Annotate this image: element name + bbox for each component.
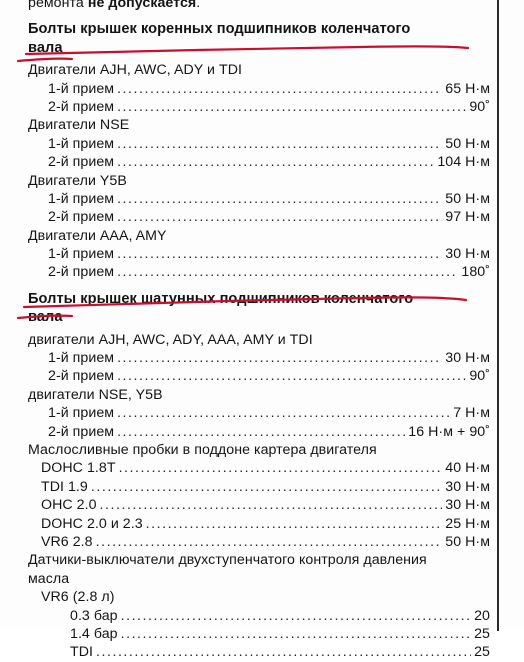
- drain-plug-group: [28, 441, 490, 551]
- group-title: двигатели NSE, Y5B: [28, 386, 163, 403]
- spec-label: 1-й прием: [48, 135, 115, 152]
- spec-value: 30 Н·м: [445, 246, 490, 263]
- spec-label: 2-й прием: [48, 264, 115, 281]
- leader-dots: [117, 404, 450, 422]
- leader-dots: [119, 459, 443, 477]
- spec-value: 30 Н·м: [445, 478, 490, 495]
- spec-label: 1.4 бар: [70, 625, 118, 642]
- spec-label: DOHC 2.0 и 2.3: [41, 515, 143, 532]
- spec-value: 90˚: [469, 98, 490, 115]
- top-fragment-suffix: .: [196, 0, 201, 11]
- spec-row: [28, 423, 490, 441]
- leader-dots: [96, 643, 471, 661]
- group-title: Двигатели AJH, AWC, ADY и TDI: [28, 62, 243, 79]
- spec-row: [28, 367, 490, 385]
- section-heading-main-bearings: [28, 20, 490, 57]
- spec-value: 97 Н·м: [445, 209, 490, 226]
- leader-dots: [117, 263, 458, 281]
- spec-row: [28, 245, 490, 263]
- leader-dots: [96, 533, 443, 551]
- leader-dots: [117, 349, 442, 367]
- spec-row: [28, 190, 490, 208]
- torque-spec-list: [28, 0, 490, 662]
- spec-value: 7 Н·м: [453, 405, 490, 422]
- spec-row: [28, 643, 490, 661]
- leader-dots: [100, 496, 443, 514]
- spec-row: [28, 515, 490, 533]
- spec-value: 40 Н·м: [445, 460, 490, 477]
- spec-row: [28, 153, 490, 171]
- leader-dots: [121, 607, 472, 625]
- leader-dots: [117, 367, 466, 385]
- spec-value: 65 Н·м: [445, 80, 490, 97]
- spec-value: 180˚: [461, 264, 490, 281]
- leader-dots: [117, 423, 405, 441]
- group-title: Маслосливные пробки в поддоне картера двигателя: [28, 441, 377, 458]
- section-heading-rod-bearings: [28, 290, 490, 327]
- spec-label: 2-й прием: [48, 98, 115, 115]
- spec-label: 1-й прием: [48, 246, 115, 263]
- top-fragment-text: ремонта: [28, 0, 88, 11]
- spec-row: [28, 459, 490, 477]
- spec-row: [28, 607, 490, 625]
- pressure-switch-group: [28, 551, 490, 661]
- spec-label: 1-й прием: [48, 80, 115, 97]
- section-heading-line: Болты крышек коренных подшипников коленчатого: [28, 21, 411, 38]
- spec-label: 0.3 бар: [70, 607, 118, 624]
- page-edge-line: [497, 0, 499, 631]
- spec-group: [28, 116, 490, 171]
- spec-value: 25: [474, 644, 490, 661]
- spec-label: 1-й прием: [48, 405, 115, 422]
- spec-value: 50 Н·м: [445, 135, 490, 152]
- spec-label: 1-й прием: [48, 190, 115, 207]
- top-fragment-bold: не допускается: [87, 0, 197, 11]
- leader-dots: [117, 208, 442, 226]
- group-title: Двигатели Y5B: [28, 172, 127, 189]
- spec-group: [28, 61, 490, 116]
- top-fragment: [28, 0, 490, 12]
- leader-dots: [117, 80, 442, 98]
- spec-row: [28, 404, 490, 422]
- section-heading-line: вала: [28, 309, 63, 326]
- spec-label: 2-й прием: [48, 154, 115, 171]
- engine-subtitle: VR6 (2.8 л): [41, 589, 115, 606]
- leader-dots: [117, 245, 442, 263]
- leader-dots: [117, 153, 434, 171]
- spec-row: [28, 533, 490, 551]
- spec-label: 2-й прием: [48, 209, 115, 226]
- group-title: Двигатели NSE: [28, 117, 130, 134]
- spec-value: 30 Н·м: [445, 350, 490, 367]
- spec-value: 25: [474, 625, 490, 642]
- spec-label: VR6 2.8: [41, 533, 93, 550]
- leader-dots: [117, 190, 442, 208]
- spec-group: [28, 386, 490, 441]
- leader-dots: [121, 625, 472, 643]
- group-title: Датчики-выключатели двухступенчатого контроля давления: [28, 552, 427, 569]
- group-title: двигатели AJH, AWC, ADY, AAA, AMY и TDI: [28, 331, 313, 348]
- spec-row: [28, 263, 490, 281]
- spec-row: [28, 478, 490, 496]
- section-heading-line: вала: [28, 39, 63, 56]
- spec-row: [28, 208, 490, 226]
- spec-row: [28, 625, 490, 643]
- spec-group: [28, 227, 490, 282]
- leader-dots: [91, 478, 442, 496]
- spec-value: 50 Н·м: [445, 533, 490, 550]
- spec-row: [28, 135, 490, 153]
- spec-label: OHC 2.0: [41, 497, 97, 514]
- group-title-continuation: масла: [28, 570, 70, 587]
- spec-label: 2-й прием: [48, 423, 115, 440]
- section-heading-line: Болты крышек шатунных подшипников коленчатого: [28, 290, 414, 307]
- spec-label: 1-й прием: [48, 350, 115, 367]
- spec-value: 90˚: [469, 368, 490, 385]
- spec-value: 16 Н·м + 90˚: [408, 423, 490, 440]
- spec-group: [28, 331, 490, 386]
- spec-row: [28, 349, 490, 367]
- spec-value: 104 Н·м: [437, 154, 490, 171]
- spec-value: 50 Н·м: [445, 190, 490, 207]
- spec-row: [28, 98, 490, 116]
- spec-value: 20: [474, 607, 490, 624]
- leader-dots: [117, 135, 442, 153]
- leader-dots: [117, 98, 466, 116]
- spec-row: [28, 80, 490, 98]
- spec-row: [28, 496, 490, 514]
- spec-value: 25 Н·м: [445, 515, 490, 532]
- spec-label: TDI: [70, 644, 94, 661]
- group-title: Двигатели AAA, AMY: [28, 227, 167, 244]
- leader-dots: [146, 515, 443, 533]
- spec-label: 2-й прием: [48, 368, 115, 385]
- spec-label: TDI 1.9: [41, 478, 88, 495]
- spec-value: 30 Н·м: [445, 497, 490, 514]
- spec-label: DOHC 1.8T: [41, 460, 116, 477]
- spec-group: [28, 172, 490, 227]
